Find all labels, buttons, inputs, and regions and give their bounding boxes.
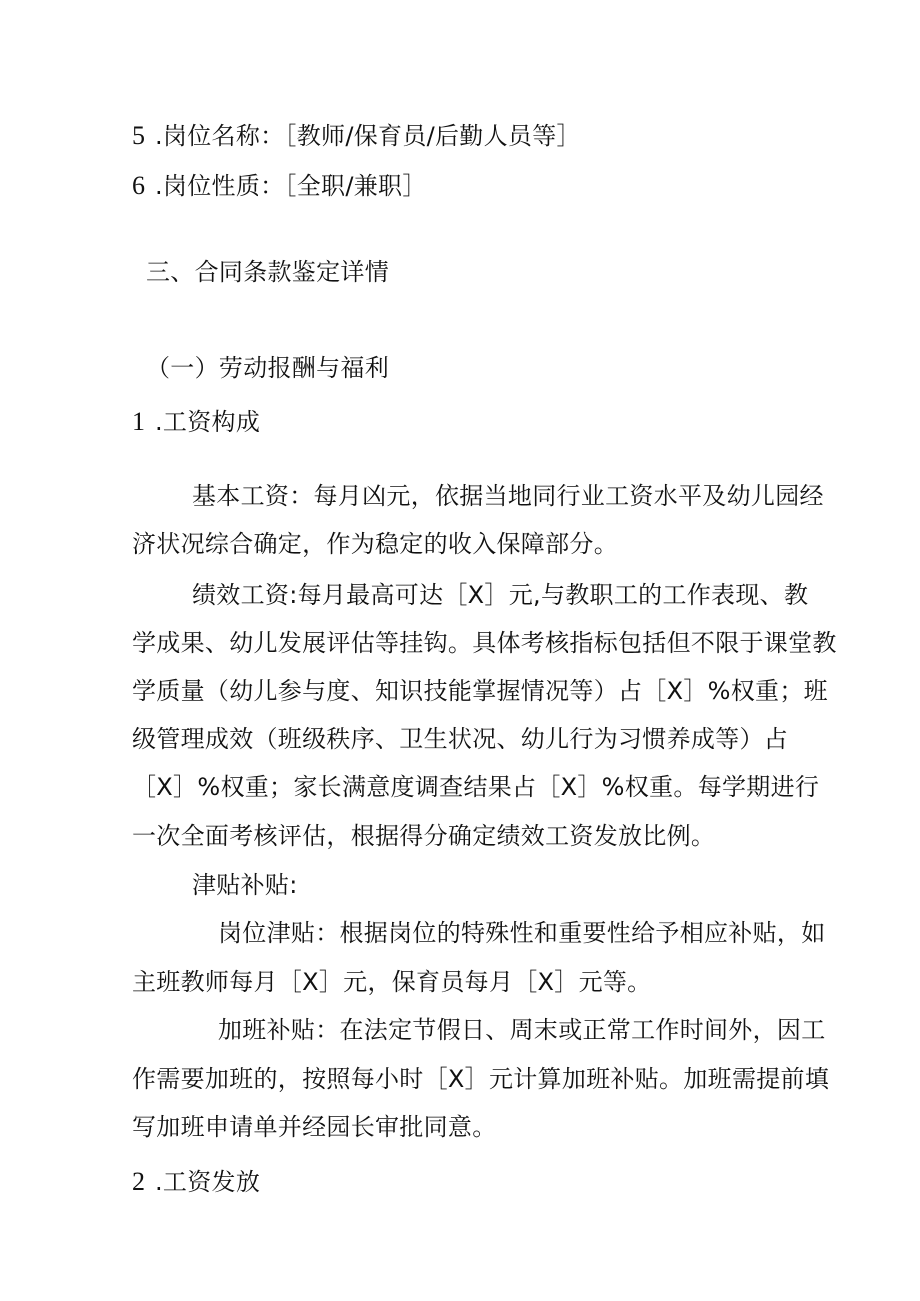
list-number: 1 [132, 407, 145, 436]
list-number: 6 [132, 171, 145, 200]
subsection-heading: （一）劳动报酬与福利 [146, 354, 389, 382]
paragraph-line: 基本工资：每月凶元，依据当地同行业工资水平及幼儿园经 [192, 482, 824, 510]
list-number: 5 [132, 121, 145, 150]
paragraph-line: ［X］%权重；家长满意度调查结果占［X］%权重。每学期进行 [132, 773, 820, 801]
paragraph-line: 岗位津贴：根据岗位的特殊性和重要性给予相应补贴，如 [218, 919, 826, 947]
list-text: .岗位性质：［全职/兼职］ [155, 172, 427, 200]
list-number: 2 [132, 1167, 145, 1196]
allowance-heading: 津贴补贴: [192, 871, 298, 899]
list-text: .工资发放 [155, 1168, 261, 1196]
paragraph-line: 学成果、幼儿发展评估等挂钩。具体考核指标包括但不限于课堂教 [132, 629, 837, 657]
list-item-wage-structure [132, 406, 260, 438]
paragraph-line: 作需要加班的，按照每小时［X］元计算加班补贴。加班需提前填 [132, 1065, 830, 1093]
paragraph-line: 级管理成效（班级秩序、卫生状况、幼儿行为习惯养成等）占 [132, 725, 789, 753]
paragraph-line: 加班补贴：在法定节假日、周末或正常工作时间外，因工 [218, 1016, 826, 1044]
paragraph-line: 主班教师每月［X］元，保育员每月［X］元等。 [132, 968, 652, 996]
list-item-wage-payment [132, 1166, 260, 1198]
section-heading: 三、合同条款鉴定详情 [146, 258, 389, 286]
list-text: .工资构成 [155, 408, 261, 436]
paragraph-line: 绩效工资:每月最高可达［X］元,与教职工的工作表现、教 [192, 581, 809, 609]
paragraph-line: 写加班申请单并经园长审批同意。 [132, 1113, 497, 1141]
paragraph-line: 一次全面考核评估，根据得分确定绩效工资发放比例。 [132, 822, 716, 850]
list-item-job-title [132, 120, 581, 152]
list-item-job-nature [132, 170, 427, 202]
list-text: .岗位名称：［教师/保育员/后勤人员等］ [155, 122, 581, 150]
paragraph-line: 学质量（幼儿参与度、知识技能掌握情况等）占［X］%权重；班 [132, 677, 828, 705]
paragraph-line: 济状况综合确定，作为稳定的收入保障部分。 [132, 530, 618, 558]
